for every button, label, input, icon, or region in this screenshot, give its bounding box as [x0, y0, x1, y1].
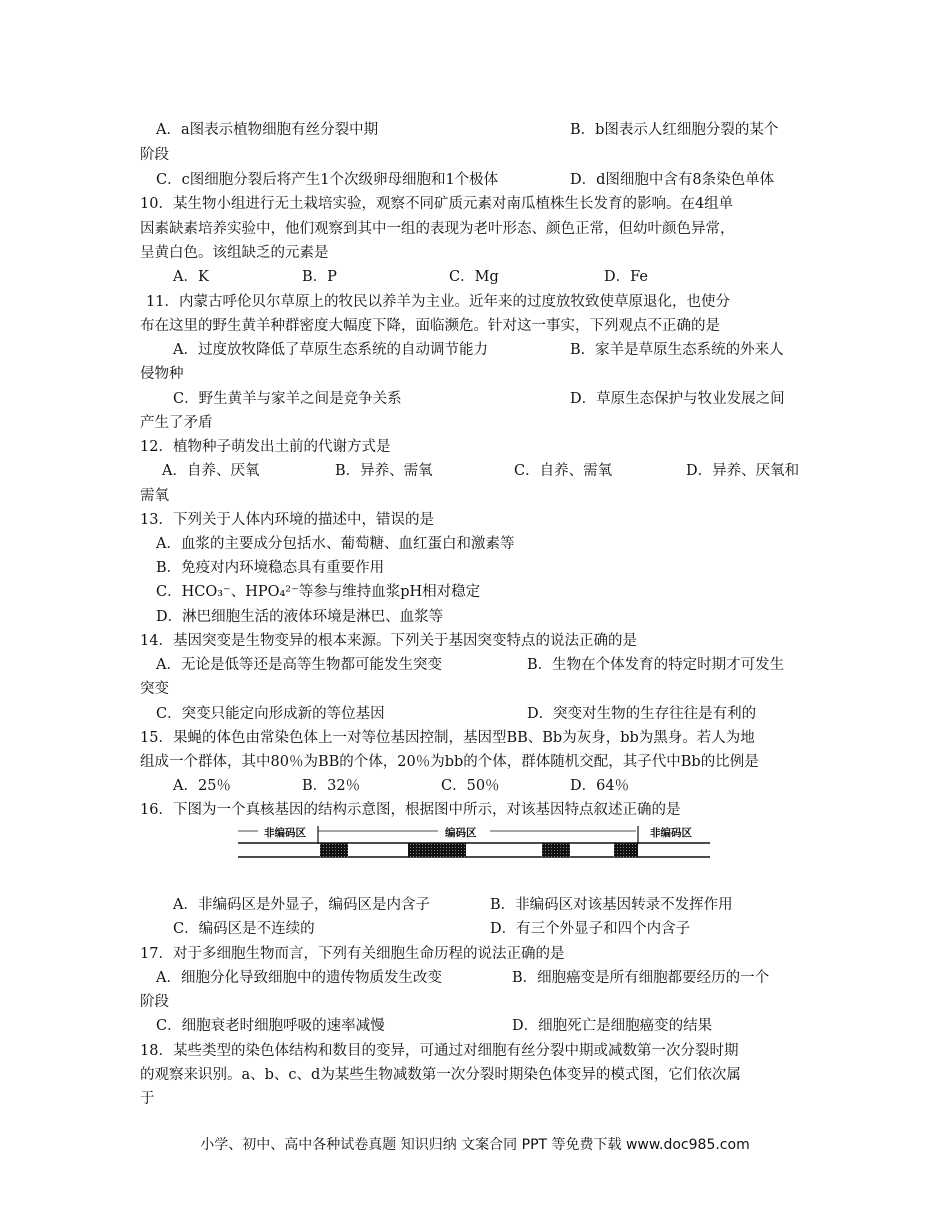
q11-option-b: B．家羊是草原生态系统的外来人	[570, 342, 784, 358]
q11-option-c: C．野生黄羊与家羊之间是竞争关系	[173, 391, 402, 407]
q12-stem: 12．植物种子萌发出土前的代谢方式是	[140, 439, 391, 455]
q12-option-b: B．异养、需氧	[335, 463, 433, 479]
q14-option-b: B．生物在个体发育的特定时期才可发生	[527, 657, 785, 673]
q16-option-b: B．非编码区对该基因转录不发挥作用	[490, 897, 733, 913]
q15-option-b: B．32％	[302, 778, 361, 794]
q17-stem: 17．对于多细胞生物而言，下列有关细胞生命历程的说法正确的是	[140, 946, 565, 962]
q10-option-a: A．K	[173, 269, 209, 285]
q10-stem-line1: 10．某生物小组进行无土栽培实验，观察不同矿质元素对南瓜植株生长发育的影响。在4组单	[140, 196, 734, 212]
q15-stem-line2: 组成一个群体，其中80％为BB的个体，20％为bb的个体，群体随机交配，其子代中Bb的比例是	[140, 754, 759, 770]
q10-option-c: C．Mg	[449, 269, 499, 285]
q11-option-a: A．过度放牧降低了草原生态系统的自动调节能力	[173, 342, 488, 358]
q12-option-d-continued: 需氧	[140, 488, 169, 504]
q17-option-c: C．细胞衰老时细胞呼吸的速率减慢	[156, 1018, 385, 1034]
q9-option-b-continued: 阶段	[140, 147, 169, 163]
exon-block	[614, 843, 638, 857]
q15-option-c: C．50％	[441, 778, 500, 794]
q12-option-c: C．自养、需氧	[514, 463, 613, 479]
q13-option-b: B．免疫对内环境稳态具有重要作用	[156, 560, 385, 576]
q12-option-a: A．自养、厌氧	[162, 463, 260, 479]
q13-option-a: A．血浆的主要成分包括水、葡萄糖、血红蛋白和激素等	[156, 536, 515, 552]
q9-option-c: C．c图细胞分裂后将产生1个次级卵母细胞和1个极体	[156, 172, 499, 188]
q10-stem-line3: 呈黄白色。该组缺乏的元素是	[140, 245, 329, 261]
q15-option-a: A．25％	[173, 778, 231, 794]
exon-block	[320, 843, 348, 857]
q10-option-b: B．P	[302, 269, 337, 285]
q14-option-b-continued: 突变	[140, 681, 169, 697]
q16-option-a: A．非编码区是外显子，编码区是内含子	[173, 897, 430, 913]
q18-stem-line1: 18．某些类型的染色体结构和数目的变异，可通过对细胞有丝分裂中期或减数第一次分裂时期	[140, 1043, 739, 1059]
q16-option-d: D．有三个外显子和四个内含子	[490, 921, 691, 937]
q15-stem-line1: 15．果蝇的体色由常染色体上一对等位基因控制，基因型BB、Bb为灰身，bb为黑身。若人为地	[140, 730, 755, 746]
q11-option-d-continued: 产生了矛盾	[140, 415, 213, 431]
page-footer: 小学、初中、高中各种试卷真题 知识归纳 文案合同 PPT 等免费下载 www.doc985.com	[200, 1137, 750, 1153]
q17-option-a: A．细胞分化导致细胞中的遗传物质发生改变	[156, 970, 442, 986]
q18-stem-line3: 于	[140, 1091, 155, 1107]
q11-stem-line2: 布在这里的野生黄羊种群密度大幅度下降，面临濒危。针对这一事实，下列观点不正确的是	[140, 318, 720, 334]
q13-option-d: D．淋巴细胞生活的液体环境是淋巴、血浆等	[156, 609, 444, 625]
q11-option-d: D．草原生态保护与牧业发展之间	[570, 391, 785, 407]
gene-structure-figure	[238, 822, 710, 870]
q13-option-c: C．HCO₃⁻、HPO₄²⁻等参与维持血浆pH相对稳定	[156, 584, 481, 600]
q9-option-a: A．a图表示植物细胞有丝分裂中期	[156, 122, 379, 138]
exon-block	[408, 843, 466, 857]
q10-stem-line2: 因素缺素培养实验中，他们观察到其中一组的表现为老叶形态、颜色正常，但幼叶颜色异常，	[140, 221, 735, 237]
exon-block	[542, 843, 570, 857]
figure-label-noncoding-left: 非编码区	[264, 827, 306, 839]
figure-label-noncoding-right: 非编码区	[650, 827, 692, 839]
q17-option-b-continued: 阶段	[140, 994, 169, 1010]
q14-option-c: C．突变只能定向形成新的等位基因	[156, 706, 385, 722]
q14-stem: 14．基因突变是生物变异的根本来源。下列关于基因突变特点的说法正确的是	[140, 633, 637, 649]
q11-stem-line1: 11．内蒙古呼伦贝尔草原上的牧民以养羊为主业。近年来的过度放牧致使草原退化，也使分	[146, 294, 730, 310]
q17-option-b: B．细胞癌变是所有细胞都要经历的一个	[512, 970, 770, 986]
q9-option-b: B．b图表示人红细胞分裂的某个	[570, 122, 779, 138]
q17-option-d: D．细胞死亡是细胞癌变的结果	[512, 1018, 713, 1034]
q16-stem: 16．下图为一个真核基因的结构示意图，根据图中所示，对该基因特点叙述正确的是	[140, 802, 681, 818]
q14-option-d: D．突变对生物的生存往往是有利的	[527, 706, 757, 722]
q9-option-d: D．d图细胞中含有8条染色单体	[570, 172, 775, 188]
q12-option-d: D．异养、厌氧和	[686, 463, 800, 479]
q11-option-b-continued: 侵物种	[140, 366, 184, 382]
q18-stem-line2: 的观察来识别。a、b、c、d为某些生物减数第一次分裂时期染色体变异的模式图，它们依次属	[140, 1067, 741, 1083]
q16-option-c: C．编码区是不连续的	[173, 921, 315, 937]
q10-option-d: D．Fe	[604, 269, 648, 285]
figure-label-coding: 编码区	[445, 827, 477, 839]
q13-stem: 13．下列关于人体内环境的描述中，错误的是	[140, 512, 434, 528]
q14-option-a: A．无论是低等还是高等生物都可能发生突变	[156, 657, 442, 673]
q15-option-d: D．64％	[570, 778, 630, 794]
